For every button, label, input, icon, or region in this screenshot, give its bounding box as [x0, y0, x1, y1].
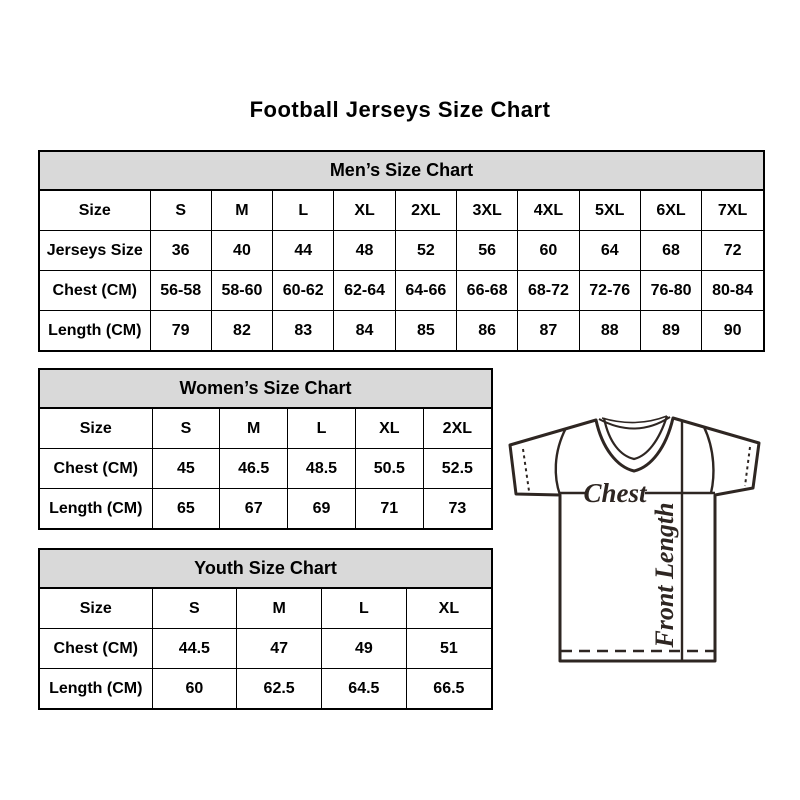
value-cell: L [273, 191, 334, 231]
front-length-label: Front Length [650, 502, 679, 648]
value-cell: 85 [395, 311, 456, 351]
value-cell: 89 [640, 311, 701, 351]
table-row [40, 311, 763, 351]
value-cell: 86 [456, 311, 517, 351]
table-row [40, 271, 763, 311]
value-cell: 52 [395, 231, 456, 271]
jersey-outline [510, 418, 759, 661]
value-cell: 67 [220, 489, 288, 529]
value-cell: 5XL [579, 191, 640, 231]
chest-label: Chest [583, 478, 647, 508]
value-cell: 3XL [456, 191, 517, 231]
mens-size-chart-table [38, 150, 765, 352]
value-cell: L [322, 589, 407, 629]
value-cell: XL [406, 589, 491, 629]
table-row [40, 409, 491, 449]
right-armhole-seam [704, 427, 713, 493]
left-armhole-seam [556, 428, 566, 495]
value-cell: 56-58 [150, 271, 211, 311]
value-cell: 64 [579, 231, 640, 271]
value-cell: 52.5 [423, 449, 491, 489]
value-cell: 48 [334, 231, 395, 271]
size-table-grid [40, 588, 491, 708]
value-cell: 73 [423, 489, 491, 529]
size-table-grid [40, 408, 491, 528]
value-cell: 48.5 [288, 449, 356, 489]
collar-inner-arc [602, 416, 667, 423]
value-cell: S [150, 191, 211, 231]
value-cell: 72 [702, 231, 763, 271]
womens-size-chart-table [38, 368, 493, 530]
left-sleeve-stitch-line [523, 449, 529, 491]
table-row [40, 449, 491, 489]
value-cell: 2XL [423, 409, 491, 449]
value-cell: 79 [150, 311, 211, 351]
value-cell: 45 [152, 449, 220, 489]
value-cell: 64-66 [395, 271, 456, 311]
table-title: Youth Size Chart [40, 550, 491, 588]
value-cell: 84 [334, 311, 395, 351]
row-label-cell: Length (CM) [40, 669, 152, 709]
value-cell: 36 [150, 231, 211, 271]
value-cell: 4XL [518, 191, 579, 231]
value-cell: 62-64 [334, 271, 395, 311]
value-cell: 76-80 [640, 271, 701, 311]
youth-size-chart-table [38, 548, 493, 710]
value-cell: 87 [518, 311, 579, 351]
value-cell: M [237, 589, 322, 629]
row-label-cell: Chest (CM) [40, 271, 150, 311]
value-cell: 68 [640, 231, 701, 271]
table-row [40, 669, 491, 709]
value-cell: 66.5 [406, 669, 491, 709]
value-cell: 44.5 [152, 629, 237, 669]
value-cell: S [152, 589, 237, 629]
jersey-measurement-diagram [503, 398, 775, 690]
right-sleeve-stitch-line [745, 447, 750, 486]
row-label-cell: Size [40, 191, 150, 231]
value-cell: 66-68 [456, 271, 517, 311]
value-cell: 50.5 [355, 449, 423, 489]
value-cell: 7XL [702, 191, 763, 231]
value-cell: XL [334, 191, 395, 231]
row-label-cell: Size [40, 589, 152, 629]
value-cell: 60-62 [273, 271, 334, 311]
value-cell: L [288, 409, 356, 449]
value-cell: 44 [273, 231, 334, 271]
value-cell: 51 [406, 629, 491, 669]
value-cell: 82 [211, 311, 272, 351]
value-cell: 69 [288, 489, 356, 529]
value-cell: 68-72 [518, 271, 579, 311]
value-cell: S [152, 409, 220, 449]
row-label-cell: Size [40, 409, 152, 449]
value-cell: 2XL [395, 191, 456, 231]
table-row [40, 191, 763, 231]
table-title: Men’s Size Chart [40, 152, 763, 190]
value-cell: 83 [273, 311, 334, 351]
row-label-cell: Chest (CM) [40, 629, 152, 669]
value-cell: 47 [237, 629, 322, 669]
table-title: Women’s Size Chart [40, 370, 491, 408]
value-cell: 46.5 [220, 449, 288, 489]
table-row [40, 629, 491, 669]
value-cell: 80-84 [702, 271, 763, 311]
value-cell: XL [355, 409, 423, 449]
value-cell: 88 [579, 311, 640, 351]
table-row [40, 589, 491, 629]
value-cell: 90 [702, 311, 763, 351]
value-cell: 71 [355, 489, 423, 529]
value-cell: 65 [152, 489, 220, 529]
row-label-cell: Length (CM) [40, 311, 150, 351]
value-cell: 64.5 [322, 669, 407, 709]
table-row [40, 231, 763, 271]
page-title: Football Jerseys Size Chart [249, 97, 551, 122]
value-cell: 60 [518, 231, 579, 271]
value-cell: 56 [456, 231, 517, 271]
value-cell: M [211, 191, 272, 231]
size-table-grid [40, 190, 763, 350]
row-label-cell: Jerseys Size [40, 231, 150, 271]
value-cell: 40 [211, 231, 272, 271]
row-label-cell: Chest (CM) [40, 449, 152, 489]
value-cell: 58-60 [211, 271, 272, 311]
value-cell: 60 [152, 669, 237, 709]
value-cell: 72-76 [579, 271, 640, 311]
table-row [40, 489, 491, 529]
row-label-cell: Length (CM) [40, 489, 152, 529]
value-cell: 62.5 [237, 669, 322, 709]
value-cell: M [220, 409, 288, 449]
value-cell: 6XL [640, 191, 701, 231]
value-cell: 49 [322, 629, 407, 669]
